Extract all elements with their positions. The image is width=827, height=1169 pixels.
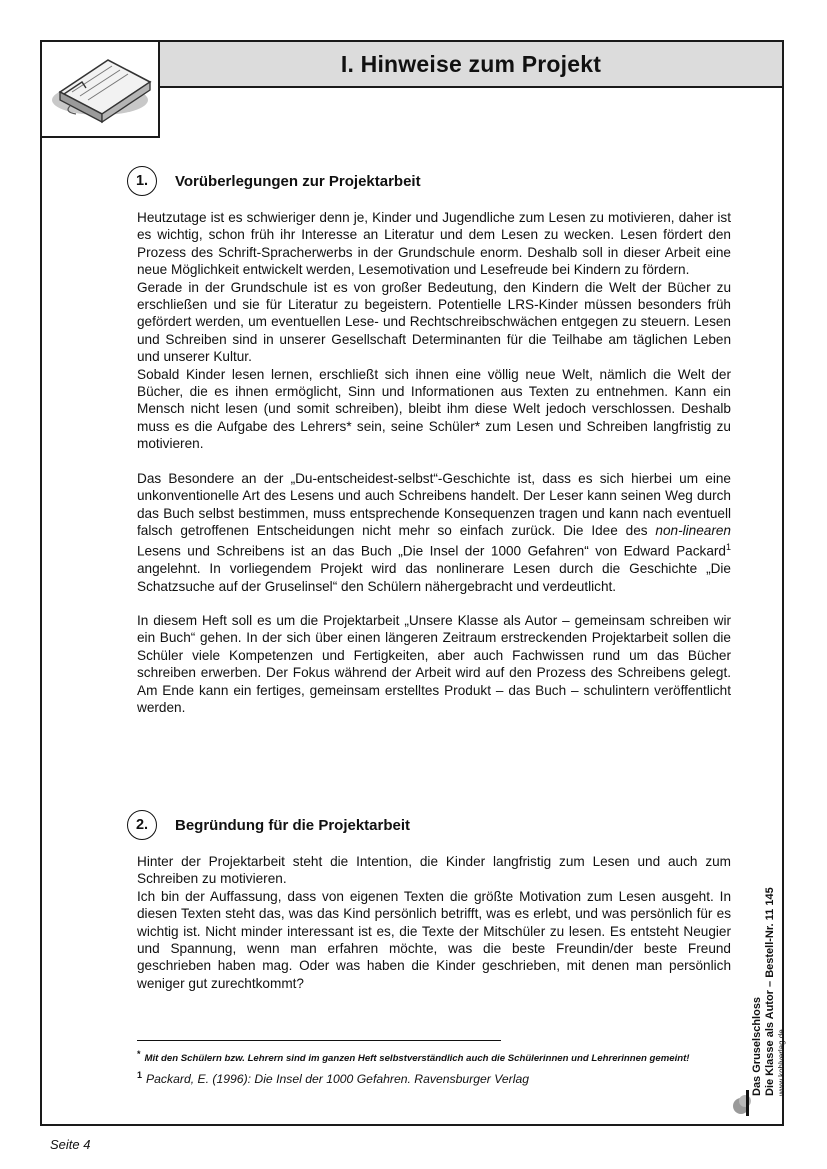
section-number: 2.: [127, 810, 157, 840]
section-2-body: [137, 853, 731, 992]
logo-box: [40, 40, 160, 138]
footnote-1: [137, 1049, 737, 1064]
book-icon: [42, 42, 158, 136]
paragraph: Sobald Kinder lesen lernen, erschließt sich ihnen eine völlig neue Welt, nämlich die Welt der Bücher, die es ihnen ermöglicht, Sinn und Informationen aus Texten zu entnehmen. Kann ein Mensch nicht lesen (und somit schreiben), bleibt ihm diese Welt jedoch verschlossen. Deshalb muss es die Aufgabe des Lehrers* sein, seine Schüler* zum Lesen und Schreiben langfristig zu motivieren.: [137, 366, 731, 452]
sidebar-info: [751, 887, 787, 1096]
section-1-heading: [127, 166, 421, 196]
paragraph: Heutzutage ist es schwieriger denn je, Kinder und Jugendliche zum Lesen zu motivieren, daher ist es wichtig, schon früh ihr Interesse an Literatur und dem Lesen zu wecken. Lesen fördert den Prozess des Schrift-Spracherwerbs in der Grundschule enorm. Deshalb soll in dieser Arbeit eine neue Möglichkeit entwickelt werden, Lesemotivation und Lesefreude bei Kindern zu fördern.: [137, 210, 731, 278]
emphasis: non-linearen: [655, 522, 731, 538]
paragraph: [137, 470, 731, 595]
section-title: Vorüberlegungen zur Projektarbeit: [175, 172, 421, 190]
page-number: Seite 4: [50, 1137, 91, 1152]
page-title: I. Hinweise zum Projekt: [340, 50, 602, 77]
footnote-text: Packard, E. (1996): Die Insel der 1000 Gefahren. Ravensburger Verlag: [146, 1072, 530, 1087]
sidebar-website: www.kohlverlag.de: [777, 1029, 786, 1096]
footnote-text: Mit den Schülern bzw. Lehrern sind im ganzen Heft selbstverständlich auch die Schülerinnen und Lehrerinnen gemeint!: [144, 1053, 690, 1065]
text-span: Lesens und Schreibens ist an das Buch „Die Insel der 1000 Gefahren“ von Edward Packard: [137, 543, 726, 559]
footnote-divider: [137, 1040, 501, 1041]
sidebar-line-1: Das Gruselschloss: [751, 996, 763, 1096]
paragraph: Hinter der Projektarbeit steht die Intention, die Kinder langfristig zum Lesen und auch zum Schreiben zu motivieren.: [137, 854, 731, 887]
footnote-mark: *: [137, 1049, 141, 1059]
sidebar-line-2: Die Klasse als Autor – Bestell-Nr. 11 145: [764, 887, 776, 1096]
footnote-2: [137, 1070, 737, 1086]
section-2-heading: [127, 810, 410, 840]
footnote-ref: 1: [725, 542, 731, 553]
paragraph: In diesem Heft soll es um die Projektarbeit „Unsere Klasse als Autor – gemeinsam schreiben wir ein Buch“ gehen. In der sich über einen längeren Zeitraum erstreckenden Projektarbeit sollen die Schüler viele Kompetenzen und Fertigkeiten, aber auch Fachwissen rund um das Bücher schreiben erwerben. Der Fokus während der Arbeit wird auf den Prozess des Schreibens gelegt. Am Ende kann ein fertiges, gemeinsam erstelltes Produkt – das Buch – schulintern veröffentlicht werden.: [137, 613, 731, 716]
text-span: Das Besondere an der „Du-entscheidest-selbst“-Geschichte ist, dass es sich hierbei um eine unkonventionelle Art des Lesens und auch Schreibens handelt. Der Leser kann seinen Weg durch das Buch selbst bestimmen, muss entsprechende Konsequenzen tragen und kann nach eventuell falsch getroffenen Entscheidungen nicht mehr so einfach zurück. Die Idee des: [137, 470, 731, 538]
section-number: 1.: [127, 166, 157, 196]
footnote-mark: 1: [137, 1070, 143, 1080]
paragraph: Gerade in der Grundschule ist es von großer Bedeutung, den Kindern die Welt der Bücher zu erschließen und sie für Literatur zu begeistern. Potentielle LRS-Kinder müssen besonders früh gefördert werden, um eventuellen Lese- und Rechtschreibschwächen entgegen zu steuern. Lesen und Schreiben sind in unserer Gesellschaft Determinanten für die Teilhabe am täglichen Leben und unserer Kultur.: [137, 279, 731, 365]
title-bar: [158, 40, 784, 88]
paragraph: Ich bin der Auffassung, dass von eigenen Texten die größte Motivation zum Lesen ausgeht. In diesen Texten steht das, was das Kind persönlich betrifft, was es erlebt, und was persönlich für es wichtig ist. Nicht minder interessant ist es, die Texte der Mitschüler zu lesen. Es entsteht Neugier und Spannung, wenn man erfahren möchte, was die beste Freundin/der beste Freund geschrieben haben mag. Oder was haben die Kinder geschrieben, mit denen man persönlich weniger gut zurechtkommt?: [137, 888, 731, 991]
section-title: Begründung für die Projektarbeit: [175, 816, 411, 834]
text-span: angelehnt. In vorliegendem Projekt wird das nonlinerare Lesen durch die Geschichte „Die Schatzsuche auf der Gruselinsel“ den Schülern nähergebracht und verdeutlicht.: [137, 561, 731, 594]
section-1-body: [137, 209, 731, 717]
kohl-logo-icon: [732, 1088, 768, 1118]
